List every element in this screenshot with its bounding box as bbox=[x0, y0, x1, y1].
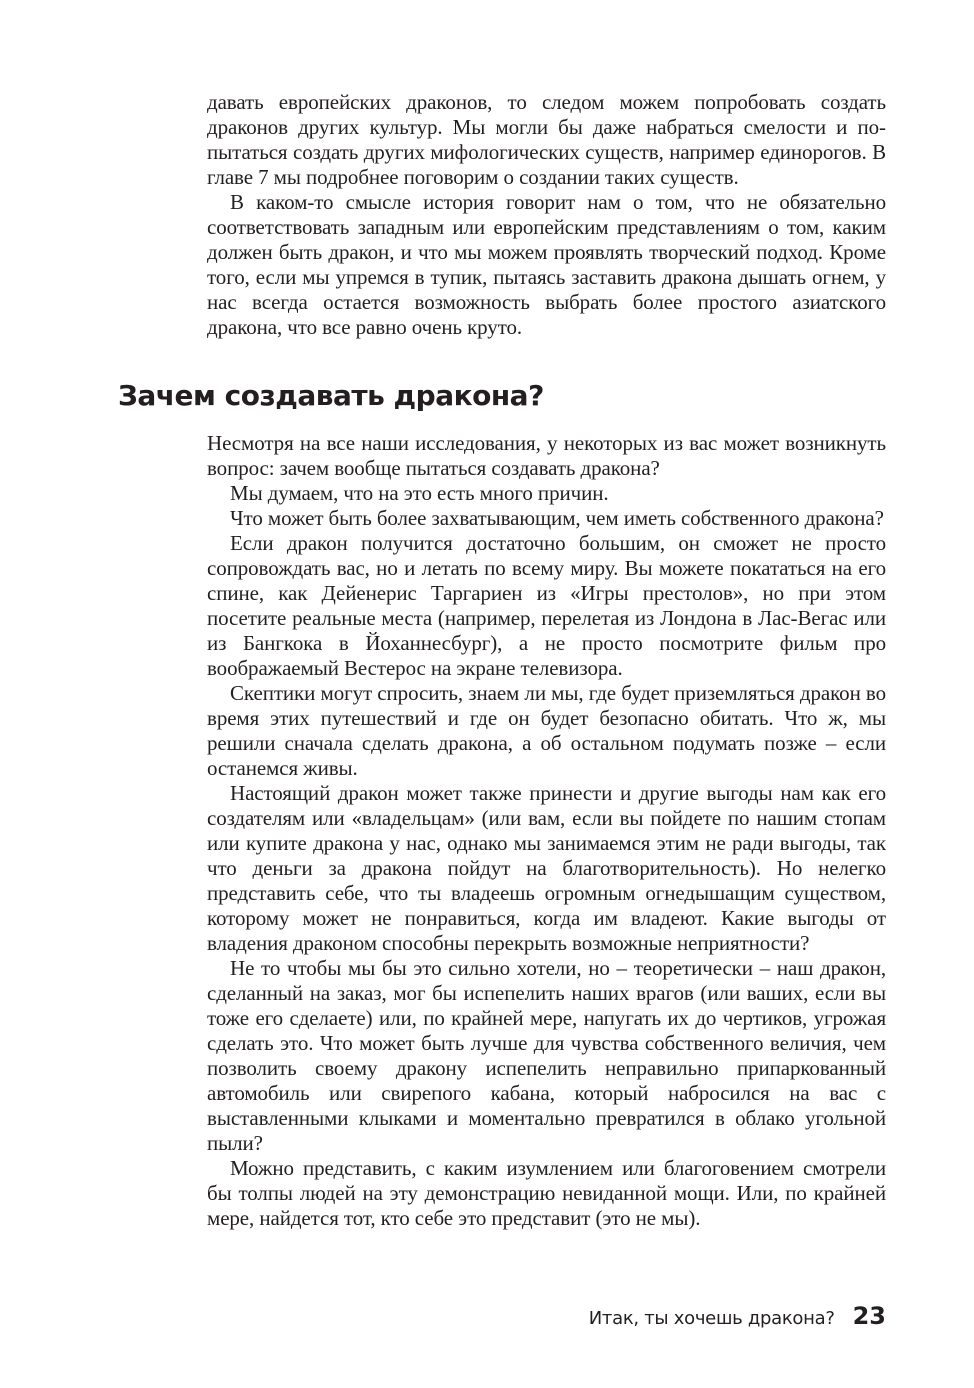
paragraph: Несмотря на все наши исследования, у некоторых из вас может возникнуть вопрос: зачем вообще пытаться создавать дракона? bbox=[207, 431, 886, 480]
paragraph: Что может быть более захватывающим, чем иметь собственного дракона? bbox=[230, 506, 884, 530]
section-heading: Зачем создавать дракона? bbox=[118, 379, 544, 412]
paragraph: Мы думаем, что на это есть много причин. bbox=[230, 481, 609, 505]
paragraph: давать европейских драконов, то следом можем попробовать создать драконов других культур. Мы могли бы даже набраться смелости и попытаться создать других мифологических существ, например единорогов. В главе 7 мы подробнее поговорим о создании таких существ. bbox=[207, 90, 886, 189]
continued-text-block bbox=[207, 90, 886, 340]
page-number: 23 bbox=[852, 1302, 886, 1330]
paragraph: Если дракон получится достаточно большим, он сможет не просто сопровождать вас, но и летать по всему миру. Вы можете покататься на его спине, как Дейенерис Таргариен из «Игры престолов», но при этом посетите реальные места (например, перелетая из Лондона в Лас-Вегас или из Бангкока в Йоханнесбург), а не просто посмотрите фильм про воображаемый Вестерос на экране телевизора. bbox=[207, 531, 886, 680]
paragraph: Скептики могут спросить, знаем ли мы, где будет приземляться дракон во время этих путешествий и где он будет безопасно обитать. Что ж, мы решили сначала сделать дракона, а об остальном подумать позже – если останемся живы. bbox=[207, 681, 886, 780]
paragraph: Можно представить, с каким изумлением или благоговением смотрели бы толпы людей на эту демонстрацию невиданной мощи. Или, по крайней мере, найдется тот, кто себе это представит (это не мы). bbox=[207, 1156, 886, 1230]
paragraph: Не то чтобы мы бы это сильно хотели, но – теоретически – наш дракон, сделанный на заказ, мог бы испепелить наших врагов (или ваших, если вы тоже его сделаете) или, по крайней мере, напугать их до чертиков, угрожая сделать это. Что может быть лучше для чувства собственного величия, чем позволить своему дракону испепелить неправильно припаркованный автомобиль или свирепого кабана, который набросился на вас с выставленными клыками и моментально превратился в облако угольной пыли? bbox=[207, 956, 886, 1155]
paragraph: Настоящий дракон может также принести и другие выгоды нам как его создателям или «владельцам» (или вам, если вы пойдете по нашим стопам или купите дракона у нас, однако мы занимаемся этим не ради выгоды, так что деньги за дракона пойдут на благотворительность). Но нелегко представить себе, что ты владеешь огромным огнедышащим существом, которому может не понравиться, когда им владеют. Какие выгоды от владения драконом способны перекрыть возможные неприятности? bbox=[207, 781, 886, 955]
page-footer bbox=[589, 1302, 886, 1330]
section-body bbox=[207, 431, 886, 1231]
paragraph: В каком-то смысле история говорит нам о том, что не обязательно соответствовать западным или европейским представлениям о том, каким должен быть дракон, и что мы можем проявлять творческий подход. Кроме того, если мы упремся в тупик, пытаясь заставить дракона дышать огнем, у нас всегда остается возможность выбрать более простого азиатского дракона, что все равно очень круто. bbox=[207, 190, 886, 339]
running-title: Итак, ты хочешь дракона? bbox=[588, 1308, 835, 1329]
